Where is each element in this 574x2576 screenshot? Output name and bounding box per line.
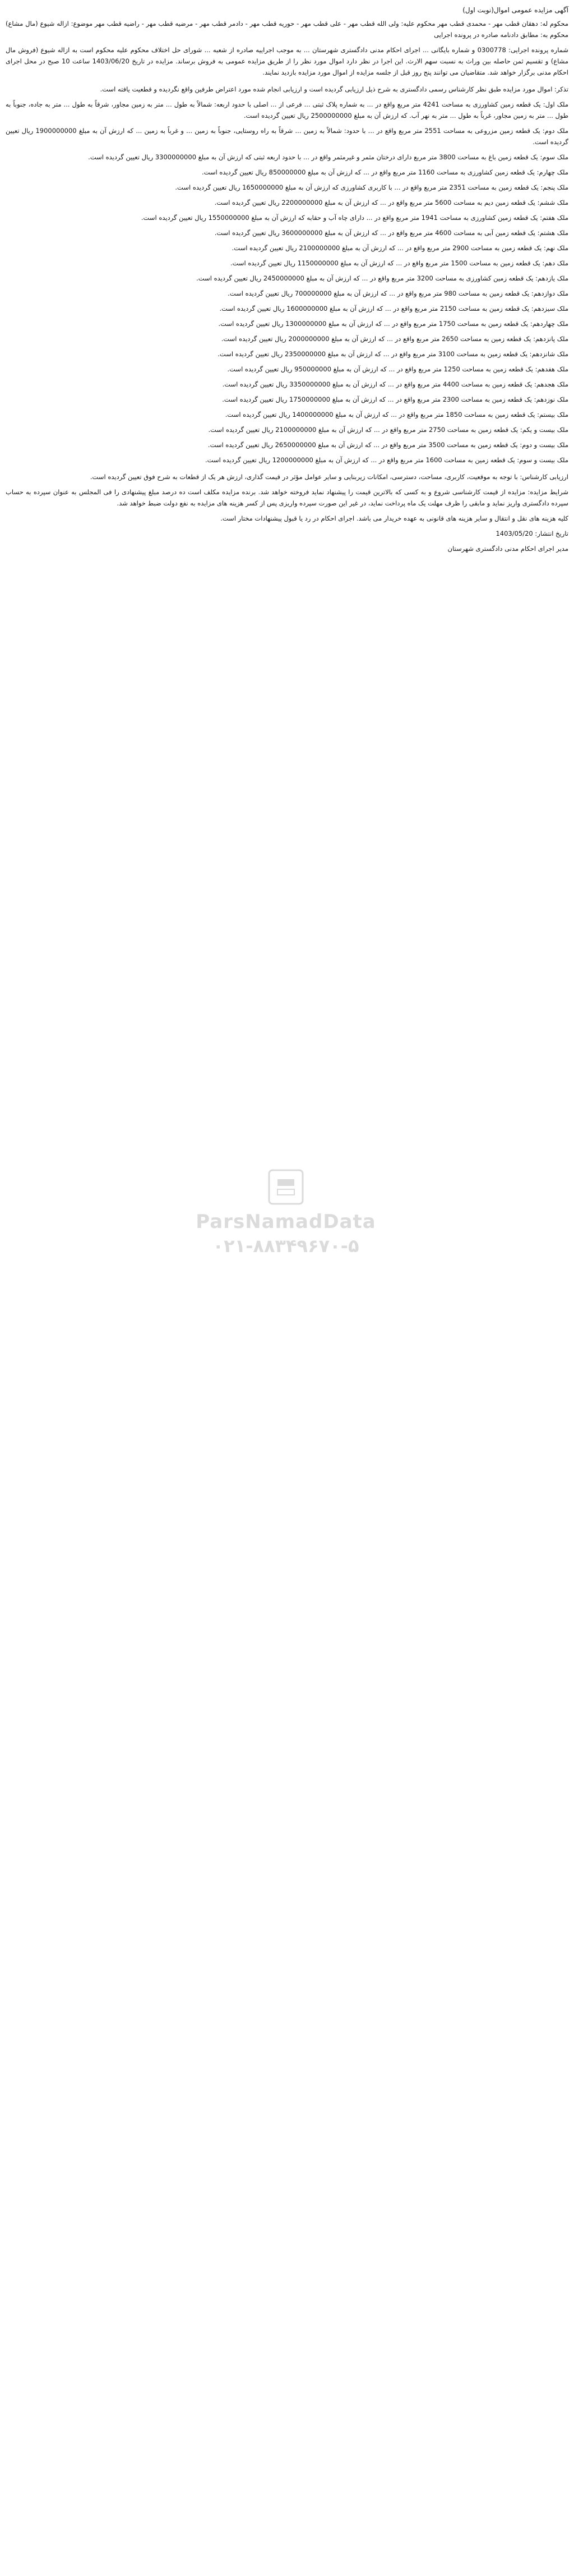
document-paragraph: ملک دوم: یک قطعه زمین مزروعی به مساحت 2551 متر مربع واقع در ... با حدود: شمالاً به زمین ... شرقاً به راه روستایی، جنوباً به زمین ... و غرباً به زمین ... که ارزش آن به مبلغ 1900000000 ریال تعیین گردیده است. [6, 127, 568, 146]
document-paragraph: ملک پنجم: یک قطعه زمین به مساحت 2351 متر مربع واقع در ... با کاربری کشاورزی که ارزش آن به مبلغ 1650000000 ریال تعیین گردیده است. [175, 183, 568, 191]
document-paragraph: محکوم له: دهقان قطب مهر - محمدی قطب مهر محکوم علیه: ولی الله قطب مهر - علی قطب مهر - حوریه قطب مهر - دادمر قطب مهر - مرضیه قطب مهر - راضیه قطب مهر موضوع: ازاله شیوع (مال مشاع) محکوم به: مطابق دادنامه صادره در پرونده اجرایی [6, 20, 568, 39]
document-paragraph: ملک بیست و یکم: یک قطعه زمین به مساحت 2750 متر مربع واقع در ... که ارزش آن به مبلغ 2100000000 ریال تعیین گردیده است. [208, 426, 568, 434]
document-paragraph: ملک یازدهم: یک قطعه زمین کشاورزی به مساحت 3200 متر مربع واقع در ... که ارزش آن به مبلغ 2450000000 ریال تعیین گردیده است. [196, 274, 568, 282]
document-paragraph: ملک بیست و سوم: یک قطعه زمین به مساحت 1600 متر مربع واقع در ... که ارزش آن به مبلغ 1200000000 ریال تعیین گردیده است. [205, 456, 568, 464]
document-paragraph: ملک نوزدهم: یک قطعه زمین به مساحت 2300 متر مربع واقع در ... که ارزش آن به مبلغ 1750000000 ریال تعیین گردیده است. [222, 395, 568, 403]
document-paragraph: ملک نهم: یک قطعه زمین به مساحت 2900 متر مربع واقع در ... که ارزش آن به مبلغ 2100000000 ریال تعیین گردیده است. [232, 244, 568, 252]
document-paragraph: شماره پرونده اجرایی: 0300778 و شماره بایگانی ... اجرای احکام مدنی دادگستری شهرستان ... به موجب اجراییه صادره از شعبه ... شورای حل اختلاف محکوم علیه محکوم است به ازاله شیوع (فروش مال مشاع) و تقسیم ثمن حاصله بین وراث به نسبت سهم الارث. این اجرا در نظر دارد اموال مورد نظر را از طریق مزایده عمومی به فروش برساند. مزایده در تاریخ 1403/06/20 ساعت 10 صبح در محل اجرای احکام مدنی برگزار خواهد شد. متقاضیان می توانند پنج روز قبل از جلسه مزایده از اموال مورد مزایده بازدید نمایند. [6, 46, 569, 76]
document-paragraph: ملک دهم: یک قطعه زمین به مساحت 1500 متر مربع واقع در ... که ارزش آن به مبلغ 1150000000 ریال تعیین گردیده است. [230, 259, 568, 267]
document-paragraph: شرایط مزایده: مزایده از قیمت کارشناسی شروع و به کسی که بالاترین قیمت را پیشنهاد نماید فروخته خواهد شد. برنده مزایده مکلف است ده درصد مبلغ پیشنهادی را فی المجلس به عنوان سپرده به حساب سپرده دادگستری واریز نماید و مابقی را ظرف مهلت یک ماه پرداخت نماید، در غیر این صورت سپرده واریزی پس از کسر هزینه های مزایده به نفع دولت ضبط خواهد شد. [6, 488, 568, 507]
document-paragraph: ملک اول: یک قطعه زمین کشاورزی به مساحت 4241 متر مربع واقع در ... به شماره پلاک ثبتی ... فرعی از ... اصلی با حدود اربعه: شمالاً به طول ... متر به زمین مجاور، شرقاً به طول ... متر به جاده، جنوباً به طول ... متر به زمین مجاور، غرباً به طول ... متر به نهر آب. که ارزش آن به مبلغ 2500000000 ریال تعیین گردیده است. [6, 100, 568, 119]
document-paragraph: ملک هجدهم: یک قطعه زمین به مساحت 4400 متر مربع واقع در ... که ارزش آن به مبلغ 3350000000 ریال تعیین گردیده است. [222, 380, 568, 388]
document-paragraph: ملک سوم: یک قطعه زمین باغ به مساحت 3800 متر مربع دارای درختان مثمر و غیرمثمر واقع در ... با حدود اربعه ثبتی که ارزش آن به مبلغ 3300000000 ریال تعیین گردیده است. [88, 153, 568, 161]
document-paragraph: ملک دوازدهم: یک قطعه زمین به مساحت 980 متر مربع واقع در ... که ارزش آن به مبلغ 700000000 ریال تعیین گردیده است. [228, 289, 568, 297]
document-paragraph: ملک چهارم: یک قطعه زمین کشاورزی به مساحت 1160 متر مربع واقع در ... که ارزش آن به مبلغ 850000000 ریال تعیین گردیده است. [201, 168, 568, 176]
document-paragraph: ملک بیستم: یک قطعه زمین به مساحت 1850 متر مربع واقع در ... که ارزش آن به مبلغ 1400000000 ریال تعیین گردیده است. [225, 411, 568, 418]
document-paragraph: تذکر: اموال مورد مزایده طبق نظر کارشناس رسمی دادگستری به شرح ذیل ارزیابی گردیده است و ارزیابی انجام شده مورد اعتراض طرفین واقع نگردیده و قطعیت یافته است. [100, 85, 568, 93]
document-signature: مدیر اجرای احکام مدنی دادگستری شهرستان [447, 545, 568, 553]
document-paragraph: ملک پانزدهم: یک قطعه زمین به مساحت 2650 متر مربع واقع در ... که ارزش آن به مبلغ 2000000000 ریال تعیین گردیده است. [221, 335, 568, 343]
document-paragraph: ملک هفتم: یک قطعه زمین کشاورزی به مساحت 1941 متر مربع واقع در ... دارای چاه آب و حقابه که ارزش آن به مبلغ 1550000000 ریال تعیین گردیده است. [141, 214, 568, 222]
document-paragraph: ملک شانزدهم: یک قطعه زمین به مساحت 3100 متر مربع واقع در ... که ارزش آن به مبلغ 2350000000 ریال تعیین گردیده است. [217, 350, 568, 358]
document-paragraph: ملک بیست و دوم: یک قطعه زمین به مساحت 3500 متر مربع واقع در ... که ارزش آن به مبلغ 2650000000 ریال تعیین گردیده است. [207, 441, 568, 449]
document-paragraph: ارزیابی کارشناس: با توجه به موقعیت، کاربری، مساحت، دسترسی، امکانات زیربنایی و سایر عوامل مؤثر در قیمت گذاری، ارزش هر یک از قطعات به شرح فوق تعیین گردیده است. [90, 473, 568, 481]
document-paragraph: ملک چهاردهم: یک قطعه زمین به مساحت 1750 متر مربع واقع در ... که ارزش آن به مبلغ 1300000000 ریال تعیین گردیده است. [218, 320, 568, 328]
document-title: آگهی مزایده عمومی اموال(نوبت اول) [462, 6, 568, 14]
watermark-phone: ۰۲۱-۸۸۳۴۹۶۷۰-۵ [212, 1235, 359, 1257]
document-paragraph: ملک سیزدهم: یک قطعه زمین به مساحت 2150 متر مربع واقع در ... که ارزش آن به مبلغ 1600000000 ریال تعیین گردیده است. [219, 305, 568, 312]
document-paragraph: ملک ششم: یک قطعه زمین دیم به مساحت 5600 متر مربع واقع در ... که ارزش آن به مبلغ 2200000000 ریال تعیین گردیده است. [214, 199, 568, 206]
document-paragraph: ملک هشتم: یک قطعه زمین آبی به مساحت 4600 متر مربع واقع در ... که ارزش آن به مبلغ 3600000000 ریال تعیین گردیده است. [214, 229, 568, 237]
document-paragraph: کلیه هزینه های نقل و انتقال و سایر هزینه های قانونی به عهده خریدار می باشد. اجرای احکام در رد یا قبول پیشنهادات مختار است. [220, 514, 568, 522]
watermark-name: ParsNamadData [196, 1211, 376, 1233]
document-paragraph: تاریخ انتشار: 1403/05/20 [496, 530, 568, 537]
document-paragraph: ملک هفدهم: یک قطعه زمین به مساحت 1250 متر مربع واقع در ... که ارزش آن به مبلغ 950000000 ریال تعیین گردیده است. [227, 365, 568, 373]
